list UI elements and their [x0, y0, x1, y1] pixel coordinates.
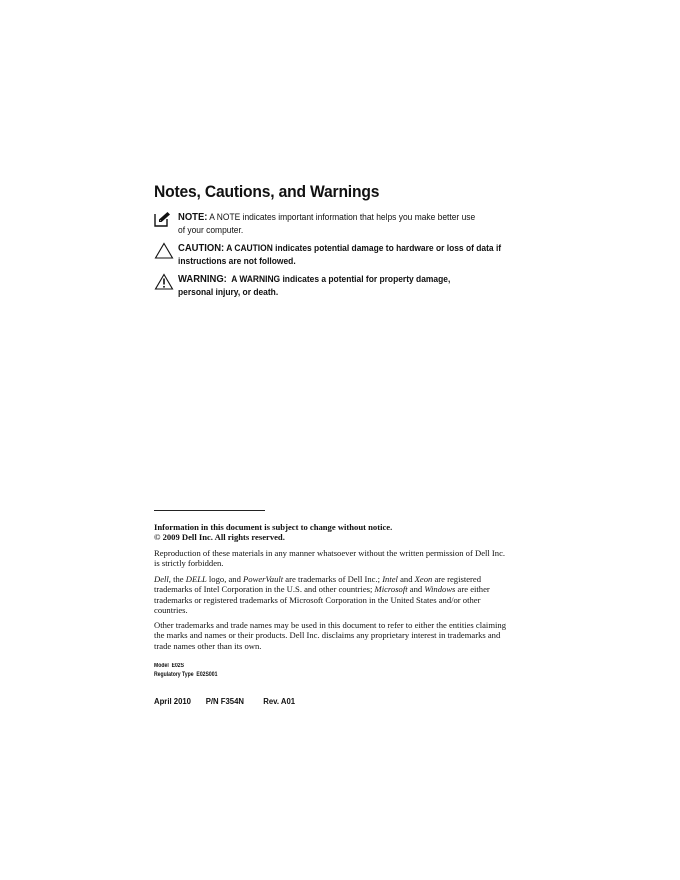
reproduction-line-2: is strictly forbidden. [154, 558, 224, 569]
tm-windows: Windows [424, 584, 456, 595]
publication-date: April 2010 [154, 696, 191, 706]
warning-triangle-icon [154, 273, 174, 291]
model-info [154, 662, 217, 680]
caution-triangle-icon [154, 242, 174, 260]
warning-text [178, 273, 484, 298]
regulatory-type: Regulatory Type E02S001 [154, 672, 218, 678]
note-line-1: A NOTE indicates important information that helps you make better use [207, 211, 476, 222]
trademarks-line-1 [154, 574, 516, 584]
caution-line-2: instructions are not followed. [178, 254, 296, 266]
document-footer [154, 696, 295, 706]
tm-text: trademarks of Intel Corporation in the U.S. and other countries; [154, 584, 375, 595]
tm-text: and [397, 574, 415, 584]
tm-text: , the [168, 574, 186, 584]
caution-label: CAUTION: [178, 242, 225, 254]
warning-label: WARNING: [178, 273, 227, 285]
note-label: NOTE: [178, 211, 208, 223]
other-trademarks-paragraph [154, 620, 516, 651]
warning-line-1: A WARNING indicates a potential for property damage, [226, 273, 451, 284]
tm-text: logo, and [206, 574, 244, 584]
copyright-line: © 2009 Dell Inc. All rights reserved. [154, 532, 285, 543]
reproduction-line-1: Reproduction of these materials in any manner whatsoever without the written permission of Dell Inc. [154, 548, 506, 558]
other-line-1: Other trademarks and trade names may be used in this document to refer to either the entities claiming [154, 620, 506, 630]
tm-dell: Dell [154, 574, 169, 584]
trademarks-line-2 [154, 584, 516, 594]
other-line-2: the marks and names or their products. Dell Inc. disclaims any proprietary interest in trademarks and [154, 630, 501, 641]
change-notice-line-1: Information in this document is subject to change without notice. [154, 522, 393, 532]
revision: Rev. A01 [263, 696, 296, 706]
warning-line-2: personal injury, or death. [178, 285, 279, 297]
model-number: Model E02S [154, 663, 185, 669]
other-line-3: trade names other than its own. [154, 640, 262, 651]
caution-line-1: A CAUTION indicates potential damage to hardware or loss of data if [224, 242, 502, 253]
page-title: Notes, Cautions, and Warnings [154, 182, 380, 201]
change-notice [154, 522, 516, 543]
part-number: P/N F354N [205, 696, 244, 706]
footnote-divider [154, 510, 265, 511]
tm-dell-logo: DELL [185, 574, 207, 584]
trademarks-line-4: countries. [154, 604, 188, 615]
tm-microsoft: Microsoft [374, 584, 408, 595]
caution-text [178, 242, 502, 267]
tm-text: and [407, 584, 425, 595]
pencil-note-icon [154, 211, 174, 229]
note-line-2: of your computer. [178, 223, 244, 235]
trademarks-line-3: trademarks or registered trademarks of Microsoft Corporation in the United States and/or other [154, 594, 481, 605]
tm-intel: Intel [382, 574, 398, 584]
tm-text: are trademarks of Dell Inc.; [283, 574, 383, 584]
trademarks-paragraph [154, 574, 516, 615]
tm-powervault: PowerVault [243, 574, 284, 584]
note-text [178, 211, 484, 236]
tm-text: are either [455, 584, 490, 595]
tm-xeon: Xeon [414, 574, 433, 584]
tm-text: are registered [432, 574, 481, 584]
reproduction-paragraph [154, 548, 516, 569]
